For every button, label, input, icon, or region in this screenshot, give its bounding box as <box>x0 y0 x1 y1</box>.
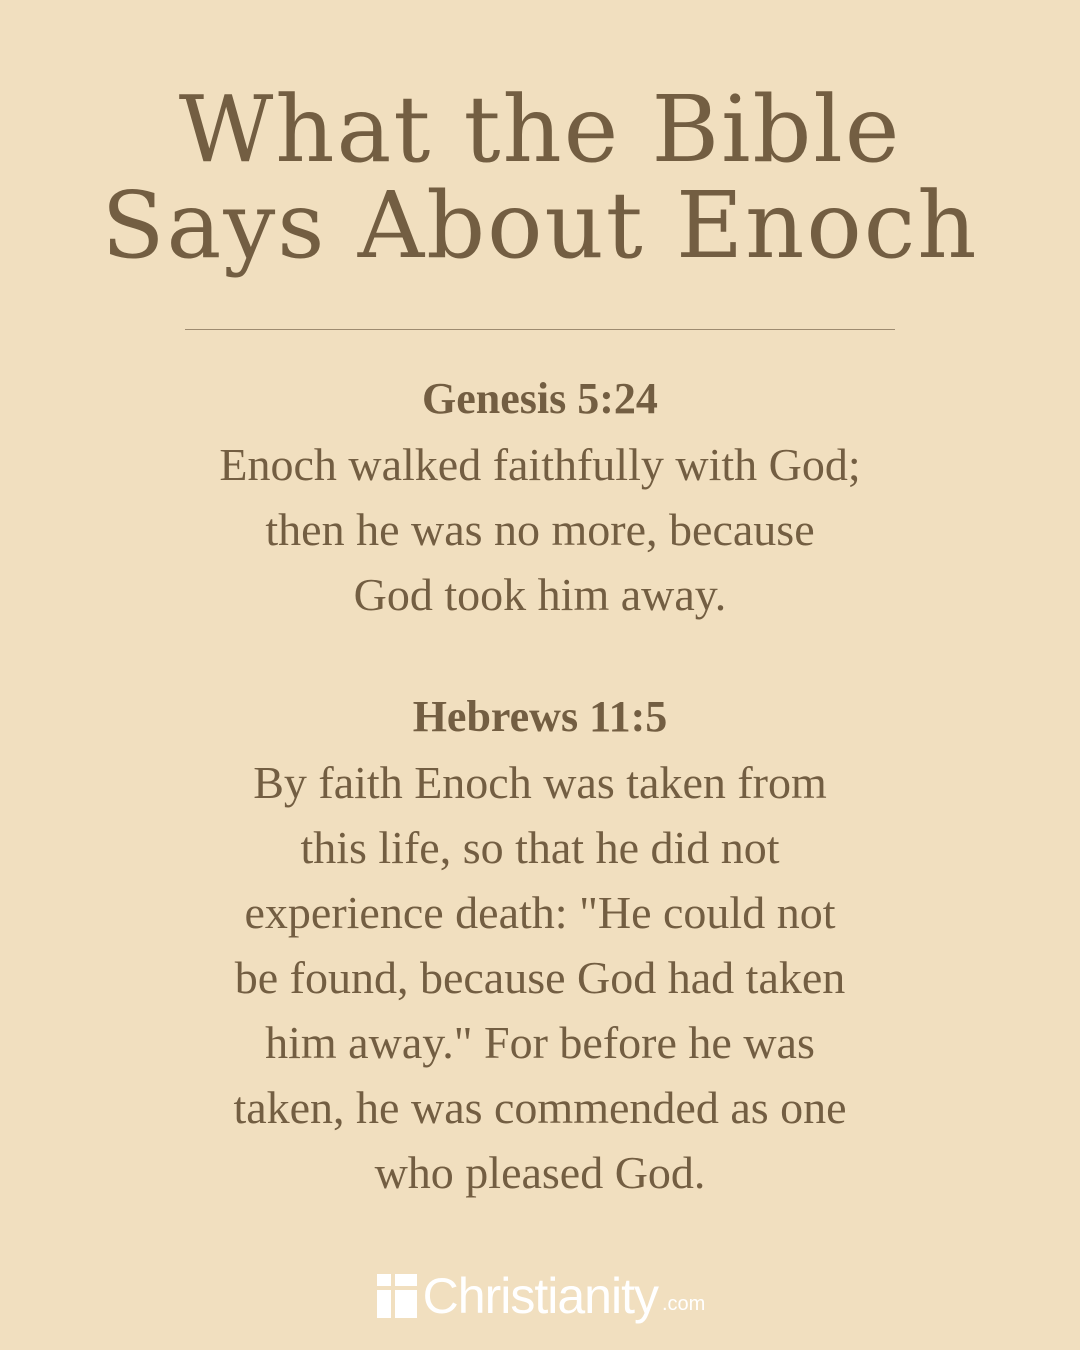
title-line-2: Says About Enoch <box>101 172 979 279</box>
verse-line: By faith Enoch was taken from <box>253 757 827 808</box>
page-title <box>0 76 1080 279</box>
verse-line: who pleased God. <box>374 1147 706 1198</box>
title-line-1: What the Bible <box>178 76 902 183</box>
verse-genesis <box>90 366 990 627</box>
verse-line: God took him away. <box>353 569 727 620</box>
title-divider <box>185 329 895 330</box>
verse-hebrews <box>90 684 990 1205</box>
verse-line: him away." For before he was <box>265 1017 815 1068</box>
logo-tld: .com <box>661 1293 706 1315</box>
verse-line: be found, because God had taken <box>234 952 846 1003</box>
verse-reference: Hebrews 11:5 <box>412 692 668 741</box>
verse-text <box>90 750 990 1205</box>
verse-line: this life, so that he did not <box>300 822 780 873</box>
verse-line: experience death: "He could not <box>244 887 836 938</box>
verse-line: Enoch walked faithfully with God; <box>219 439 861 490</box>
verse-line: taken, he was commended as one <box>233 1082 847 1133</box>
verse-reference: Genesis 5:24 <box>422 374 658 423</box>
logo-name: Christianity <box>422 1268 658 1324</box>
logo-wordmark <box>375 1268 706 1324</box>
cross-icon <box>375 1274 419 1318</box>
verse-line: then he was no more, because <box>265 504 815 555</box>
verse-text <box>90 432 990 627</box>
christianity-logo <box>0 1264 1080 1324</box>
